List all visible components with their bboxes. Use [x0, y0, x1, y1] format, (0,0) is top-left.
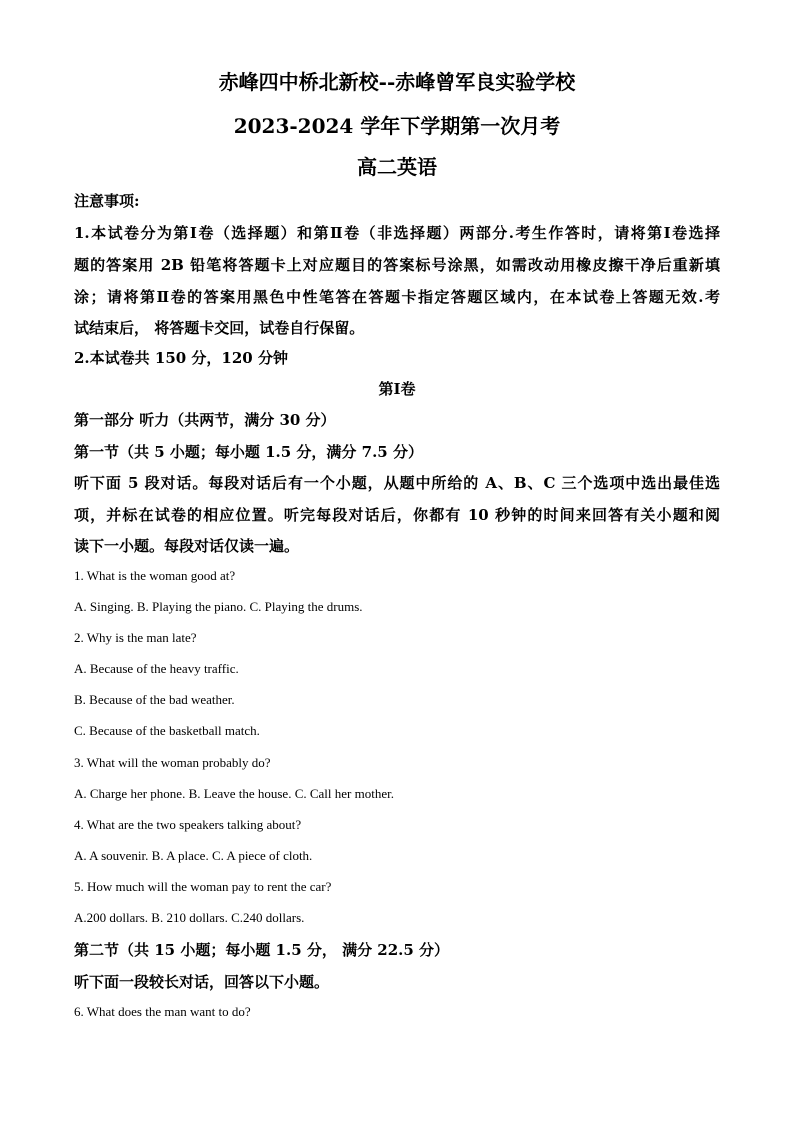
- section1-instruction-line1: 听下面 5 段对话。每段对话后有一个小题，从题中所给的 A、B、C 三个选项中选出最佳选: [74, 474, 720, 492]
- subject-title: 高二英语: [357, 155, 437, 179]
- question-3: 3. What will the woman probably do?: [74, 755, 271, 770]
- question-2-option-a: A. Because of the heavy traffic.: [74, 661, 239, 676]
- question-1: 1. What is the woman good at?: [74, 568, 236, 583]
- notice-item1-line4: 试结束后， 将答题卡交回，试卷自行保留。: [74, 319, 365, 337]
- question-6: 6. What does the man want to do?: [74, 1004, 251, 1019]
- question-5-options: A.200 dollars. B. 210 dollars. C.240 dollars.: [74, 910, 305, 925]
- section1-instruction-line2: 项，并标在试卷的相应位置。听完每段对话后，你都有 10 秒钟的时间来回答有关小题和阅: [74, 506, 720, 524]
- section2-instruction: 听下面一段较长对话，回答以下小题。: [74, 973, 330, 991]
- notice-item2: 2.本试卷共 150 分，120 分钟: [74, 349, 288, 367]
- question-4: 4. What are the two speakers talking about?: [74, 817, 302, 832]
- exam-title: 2023-2024 学年下学期第一次月考: [233, 114, 561, 138]
- question-5: 5. How much will the woman pay to rent the car?: [74, 879, 332, 894]
- part1-title: 第一部分 听力（共两节，满分 30 分）: [74, 411, 336, 429]
- question-2: 2. Why is the man late?: [74, 630, 197, 645]
- section1-instruction-line3: 读下一小题。每段对话仅读一遍。: [74, 537, 300, 555]
- question-4-options: A. A souvenir. B. A place. C. A piece of cloth.: [74, 848, 313, 863]
- question-1-options: A. Singing. B. Playing the piano. C. Playing the drums.: [74, 599, 363, 614]
- volume-heading: 第Ⅰ卷: [378, 380, 416, 398]
- question-2-option-c: C. Because of the basketball match.: [74, 723, 260, 738]
- section2-title: 第二节（共 15 小题；每小题 1.5 分， 满分 22.5 分）: [74, 941, 450, 959]
- section1-title: 第一节（共 5 小题；每小题 1.5 分，满分 7.5 分）: [74, 443, 423, 461]
- notice-heading: 注意事项:: [74, 192, 140, 210]
- notice-item1-line1: 1.本试卷分为第Ⅰ卷（选择题）和第Ⅱ卷（非选择题）两部分.考生作答时，请将第Ⅰ卷选择: [74, 224, 720, 242]
- question-3-options: A. Charge her phone. B. Leave the house. C. Call her mother.: [74, 786, 394, 801]
- notice-item1-line3: 涂；请将第Ⅱ卷的答案用黑色中性笔答在答题卡指定答题区域内，在本试卷上答题无效.考: [74, 288, 720, 306]
- school-title: 赤峰四中桥北新校--赤峰曾军良实验学校: [218, 70, 576, 94]
- question-2-option-b: B. Because of the bad weather.: [74, 692, 235, 707]
- notice-item1-line2: 题的答案用 2B 铅笔将答题卡上对应题目的答案标号涂黑，如需改动用橡皮擦干净后重新填: [74, 256, 720, 274]
